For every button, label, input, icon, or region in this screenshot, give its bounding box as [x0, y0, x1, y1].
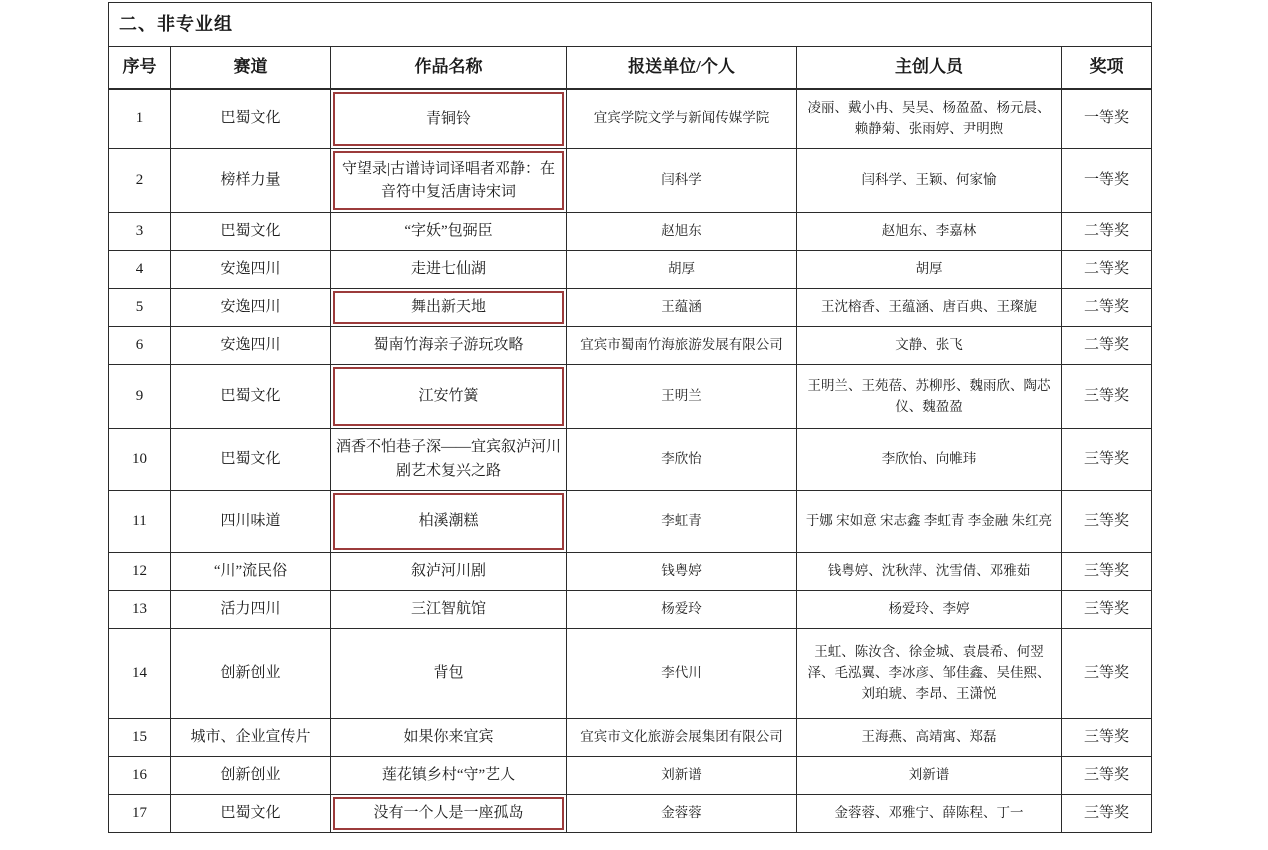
table-row: [109, 251, 1152, 289]
cell-award: 三等奖: [1062, 429, 1152, 491]
cell-no: 6: [109, 327, 171, 365]
cell-track: 城市、企业宣传片: [171, 719, 331, 757]
header-track: 赛道: [171, 47, 331, 89]
table-row: [109, 365, 1152, 429]
cell-no: 10: [109, 429, 171, 491]
cell-unit: 闫科学: [567, 149, 797, 213]
cell-track: 巴蜀文化: [171, 365, 331, 429]
cell-track: 巴蜀文化: [171, 795, 331, 833]
cell-track: 巴蜀文化: [171, 213, 331, 251]
cell-creators: 钱粤婷、沈秋萍、沈雪倩、邓雅茹: [797, 553, 1062, 591]
cell-no: 3: [109, 213, 171, 251]
cell-track: 安逸四川: [171, 327, 331, 365]
table-row: [109, 629, 1152, 719]
cell-track: 巴蜀文化: [171, 429, 331, 491]
cell-work: 蜀南竹海亲子游玩攻略: [331, 327, 567, 365]
cell-unit: 胡厚: [567, 251, 797, 289]
cell-work: 酒香不怕巷子深——宜宾叙泸河川剧艺术复兴之路: [331, 429, 567, 491]
cell-track: 活力四川: [171, 591, 331, 629]
cell-unit: 杨爱玲: [567, 591, 797, 629]
header-work: 作品名称: [331, 47, 567, 89]
table-row: [109, 553, 1152, 591]
cell-award: 三等奖: [1062, 719, 1152, 757]
cell-work: 如果你来宜宾: [331, 719, 567, 757]
cell-unit: 宜宾市文化旅游会展集团有限公司: [567, 719, 797, 757]
table-row: [109, 429, 1152, 491]
cell-unit: 宜宾市蜀南竹海旅游发展有限公司: [567, 327, 797, 365]
table-row: [109, 591, 1152, 629]
highlight-box: 江安竹簧: [333, 367, 564, 426]
cell-work: [331, 149, 567, 213]
cell-unit: 宜宾学院文学与新闻传媒学院: [567, 89, 797, 149]
cell-unit: 金蓉蓉: [567, 795, 797, 833]
cell-creators: 王海燕、高靖寓、郑磊: [797, 719, 1062, 757]
table-row: [109, 795, 1152, 833]
cell-work: 叙泸河川剧: [331, 553, 567, 591]
cell-creators: 闫科学、王颖、何家愉: [797, 149, 1062, 213]
cell-award: 三等奖: [1062, 629, 1152, 719]
cell-no: 14: [109, 629, 171, 719]
cell-creators: 王明兰、王苑蓓、苏柳彤、魏雨欣、陶芯仪、魏盈盈: [797, 365, 1062, 429]
cell-no: 15: [109, 719, 171, 757]
cell-no: 13: [109, 591, 171, 629]
highlight-box: 柏溪潮糕: [333, 493, 564, 550]
cell-no: 9: [109, 365, 171, 429]
cell-creators: 文静、张飞: [797, 327, 1062, 365]
cell-work: [331, 89, 567, 149]
cell-award: 三等奖: [1062, 365, 1152, 429]
cell-unit: 王明兰: [567, 365, 797, 429]
cell-creators: 赵旭东、李嘉林: [797, 213, 1062, 251]
cell-award: 三等奖: [1062, 553, 1152, 591]
cell-award: 三等奖: [1062, 757, 1152, 795]
cell-unit: 钱粤婷: [567, 553, 797, 591]
cell-no: 11: [109, 491, 171, 553]
cell-creators: 于娜 宋如意 宋志鑫 李虹青 李金融 朱红亮: [797, 491, 1062, 553]
cell-work: 三江智航馆: [331, 591, 567, 629]
cell-award: 二等奖: [1062, 213, 1152, 251]
cell-unit: 刘新谱: [567, 757, 797, 795]
cell-track: 四川味道: [171, 491, 331, 553]
header-award: 奖项: [1062, 47, 1152, 89]
cell-no: 2: [109, 149, 171, 213]
section-title: 二、非专业组: [109, 3, 1152, 47]
cell-track: 榜样力量: [171, 149, 331, 213]
cell-work: [331, 365, 567, 429]
header-unit: 报送单位/个人: [567, 47, 797, 89]
header-creators: 主创人员: [797, 47, 1062, 89]
table-row: [109, 213, 1152, 251]
highlight-box: 舞出新天地: [333, 291, 564, 324]
cell-unit: 王蕴涵: [567, 289, 797, 327]
cell-creators: 王虹、陈汝含、徐金城、袁晨希、何翌泽、毛泓翼、李冰彦、邹佳鑫、吴佳熙、刘珀琥、李昂、王潇悦: [797, 629, 1062, 719]
cell-track: 巴蜀文化: [171, 89, 331, 149]
cell-unit: 李欣怡: [567, 429, 797, 491]
cell-creators: 李欣怡、向帷玮: [797, 429, 1062, 491]
cell-award: 三等奖: [1062, 795, 1152, 833]
cell-creators: 凌丽、戴小冉、吴昊、杨盈盈、杨元晨、赖静菊、张雨婷、尹明煦: [797, 89, 1062, 149]
cell-track: 安逸四川: [171, 251, 331, 289]
cell-work: “字妖”包弼臣: [331, 213, 567, 251]
cell-creators: 杨爱玲、李婷: [797, 591, 1062, 629]
table-title-row: [109, 3, 1152, 47]
highlight-box: 青铜铃: [333, 92, 564, 147]
cell-work: [331, 289, 567, 327]
table-row: [109, 757, 1152, 795]
table-row: [109, 289, 1152, 327]
highlight-box: 守望录|古谱诗词译唱者邓静：在音符中复活唐诗宋词: [333, 151, 564, 210]
cell-unit: 赵旭东: [567, 213, 797, 251]
cell-award: 三等奖: [1062, 591, 1152, 629]
cell-work: [331, 795, 567, 833]
cell-creators: 刘新谱: [797, 757, 1062, 795]
cell-work: [331, 491, 567, 553]
cell-no: 1: [109, 89, 171, 149]
header-no: 序号: [109, 47, 171, 89]
cell-work: 莲花镇乡村“守”艺人: [331, 757, 567, 795]
table-header-row: [109, 47, 1152, 89]
cell-no: 5: [109, 289, 171, 327]
table-row: [109, 719, 1152, 757]
cell-track: 创新创业: [171, 757, 331, 795]
cell-award: 二等奖: [1062, 251, 1152, 289]
cell-track: 安逸四川: [171, 289, 331, 327]
table-row: [109, 327, 1152, 365]
cell-no: 12: [109, 553, 171, 591]
cell-creators: 王沈榕香、王蕴涵、唐百典、王璨旎: [797, 289, 1062, 327]
cell-no: 16: [109, 757, 171, 795]
cell-track: “川”流民俗: [171, 553, 331, 591]
awards-table: [108, 2, 1152, 833]
cell-work: 走进七仙湖: [331, 251, 567, 289]
cell-creators: 胡厚: [797, 251, 1062, 289]
cell-unit: 李代川: [567, 629, 797, 719]
cell-award: 一等奖: [1062, 89, 1152, 149]
table-row: [109, 149, 1152, 213]
highlight-box: 没有一个人是一座孤岛: [333, 797, 564, 830]
cell-award: 二等奖: [1062, 289, 1152, 327]
cell-work: 背包: [331, 629, 567, 719]
cell-no: 4: [109, 251, 171, 289]
table-row: [109, 491, 1152, 553]
cell-unit: 李虹青: [567, 491, 797, 553]
cell-award: 二等奖: [1062, 327, 1152, 365]
cell-creators: 金蓉蓉、邓雅宁、薛陈程、丁一: [797, 795, 1062, 833]
table-row: [109, 89, 1152, 149]
cell-no: 17: [109, 795, 171, 833]
cell-track: 创新创业: [171, 629, 331, 719]
cell-award: 三等奖: [1062, 491, 1152, 553]
cell-award: 一等奖: [1062, 149, 1152, 213]
